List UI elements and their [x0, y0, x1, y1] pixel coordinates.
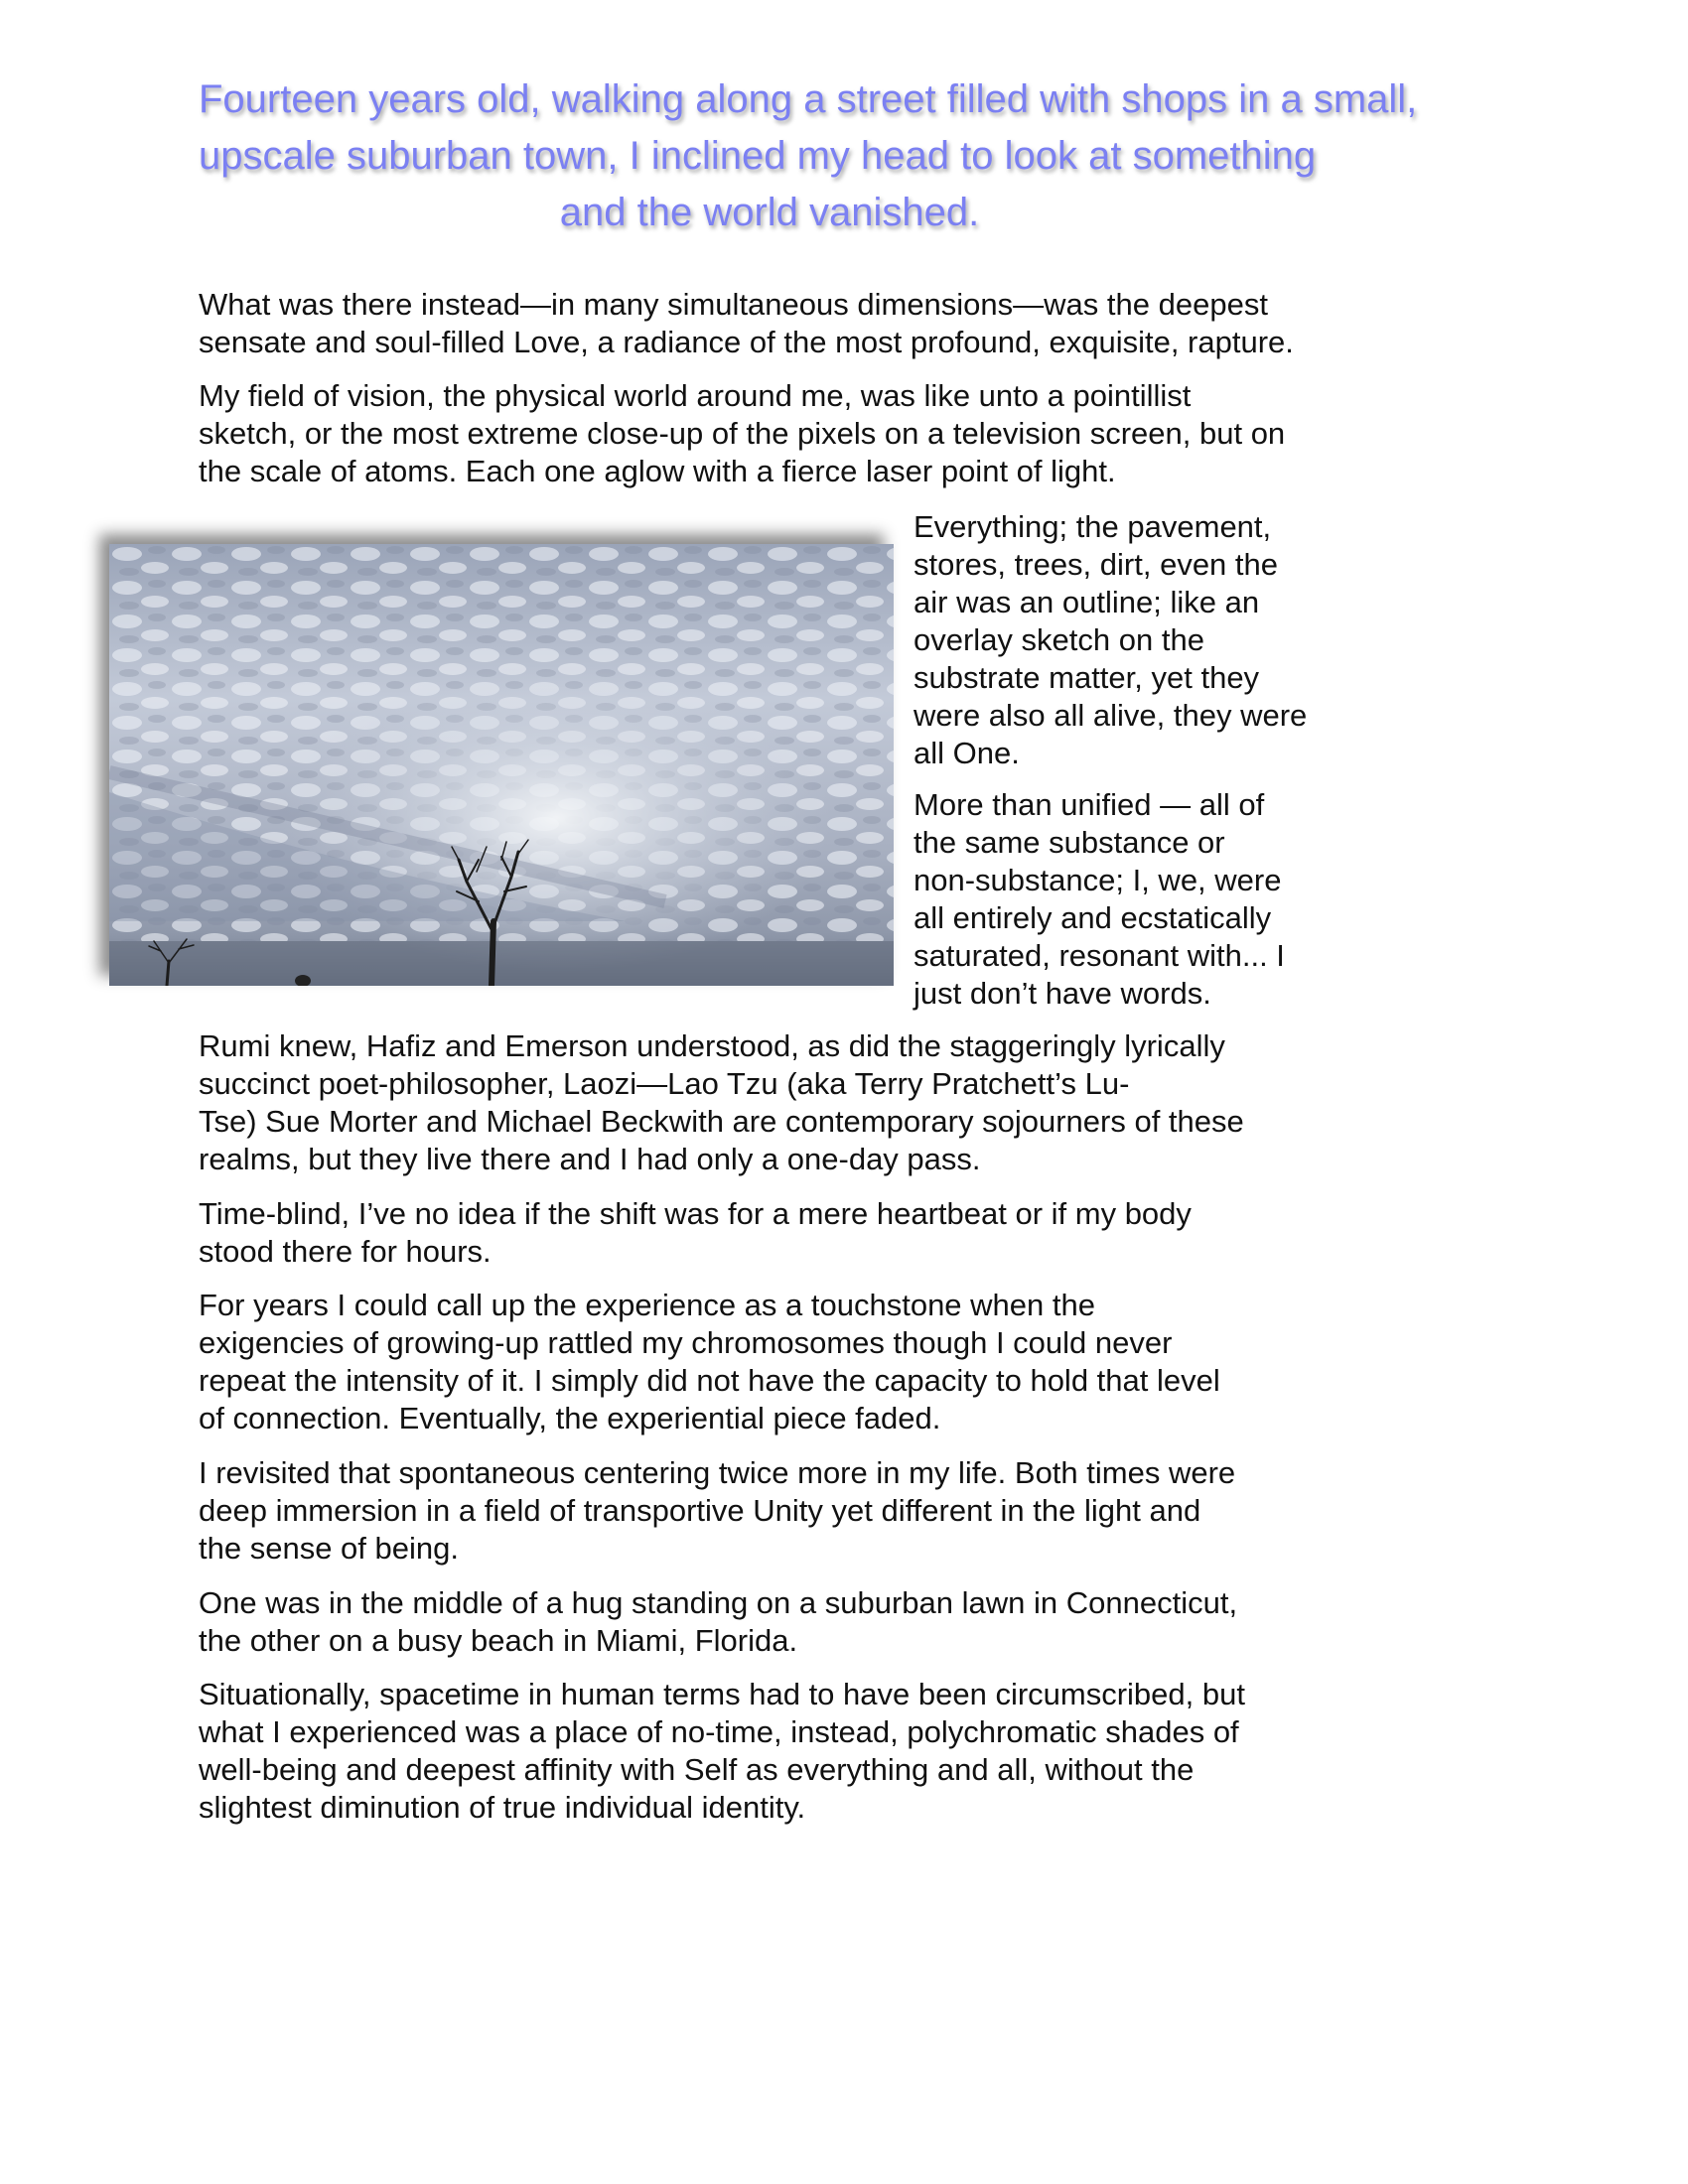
- paragraph-line: the other on a busy beach in Miami, Florida.: [199, 1623, 798, 1658]
- paragraph-line: My field of vision, the physical world around me, was like unto a pointillist: [199, 378, 1192, 413]
- paragraph-line: just don’t have words.: [914, 976, 1211, 1011]
- paragraph-line: all entirely and ecstatically: [914, 900, 1272, 935]
- paragraph-line: Situationally, spacetime in human terms had to have been circumscribed, but: [199, 1677, 1245, 1711]
- paragraph-line: well-being and deepest affinity with Self as everything and all, without the: [199, 1752, 1195, 1787]
- paragraph-line: Time-blind, I’ve no idea if the shift was for a mere heartbeat or if my body: [199, 1196, 1192, 1231]
- cloudy-sky-tree-image: [109, 544, 894, 986]
- paragraph-line: the sense of being.: [199, 1531, 459, 1566]
- sky-photo: [109, 544, 894, 986]
- paragraph-line: air was an outline; like an: [914, 585, 1260, 619]
- side-paragraph-1: [914, 508, 1307, 772]
- paragraph-line: non-substance; I, we, were: [914, 863, 1282, 897]
- heading-line-1: Fourteen years old, walking along a street filled with shops in a small,: [199, 77, 1418, 121]
- paragraph-line: deep immersion in a field of transportive Unity yet different in the light and: [199, 1493, 1201, 1528]
- paragraph-line: One was in the middle of a hug standing on a suburban lawn in Connecticut,: [199, 1585, 1238, 1620]
- paragraph-line: What was there instead—in many simultaneous dimensions—was the deepest: [199, 287, 1268, 322]
- paragraph-line: all One.: [914, 736, 1020, 770]
- paragraph-line: More than unified — all of: [914, 787, 1265, 822]
- paragraph-7: [199, 1584, 1237, 1660]
- paragraph-line: substrate matter, yet they: [914, 660, 1260, 695]
- heading-line-3: and the world vanished.: [559, 191, 980, 234]
- paragraph-line: sketch, or the most extreme close-up of the pixels on a television screen, but on: [199, 416, 1286, 451]
- paragraph-line: what I experienced was a place of no-time, instead, polychromatic shades of: [199, 1714, 1239, 1749]
- paragraph-line: Tse) Sue Morter and Michael Beckwith are contemporary sojourners of these: [199, 1104, 1244, 1139]
- paragraph-line: the scale of atoms. Each one aglow with a fierce laser point of light.: [199, 454, 1116, 488]
- paragraph-line: succinct poet-philosopher, Laozi—Lao Tzu (aka Terry Pratchett’s Lu-: [199, 1066, 1130, 1101]
- paragraph-4: [199, 1195, 1192, 1271]
- paragraph-line: were also all alive, they were: [914, 698, 1308, 733]
- paragraph-line: Everything; the pavement,: [914, 509, 1272, 544]
- paragraph-line: exigencies of growing-up rattled my chromosomes though I could never: [199, 1325, 1173, 1360]
- paragraph-line: of connection. Eventually, the experiential piece faded.: [199, 1401, 941, 1435]
- paragraph-2: [199, 377, 1285, 490]
- paragraph-3: [199, 1027, 1244, 1178]
- paragraph-line: realms, but they live there and I had only a one-day pass.: [199, 1142, 981, 1176]
- paragraph-line: For years I could call up the experience as a touchstone when the: [199, 1288, 1095, 1322]
- side-paragraph-2: [914, 786, 1285, 1013]
- paragraph-line: overlay sketch on the: [914, 622, 1204, 657]
- paragraph-5: [199, 1287, 1220, 1437]
- paragraph-line: slightest diminution of true individual identity.: [199, 1790, 806, 1825]
- heading-line-2: upscale suburban town, I inclined my head to look at something: [199, 134, 1317, 178]
- paragraph-line: stood there for hours.: [199, 1234, 492, 1269]
- paragraph-line: saturated, resonant with... I: [914, 938, 1285, 973]
- paragraph-6: [199, 1454, 1235, 1568]
- paragraph-8: [199, 1676, 1245, 1827]
- paragraph-line: repeat the intensity of it. I simply did not have the capacity to hold that level: [199, 1363, 1220, 1398]
- paragraph-line: the same substance or: [914, 825, 1225, 860]
- paragraph-line: Rumi knew, Hafiz and Emerson understood, as did the staggeringly lyrically: [199, 1028, 1225, 1063]
- paragraph-line: I revisited that spontaneous centering twice more in my life. Both times were: [199, 1455, 1236, 1490]
- page-heading: [199, 71, 1589, 241]
- paragraph-line: stores, trees, dirt, even the: [914, 547, 1279, 582]
- paragraph-1: [199, 286, 1294, 361]
- paragraph-line: sensate and soul-filled Love, a radiance of the most profound, exquisite, rapture.: [199, 325, 1294, 359]
